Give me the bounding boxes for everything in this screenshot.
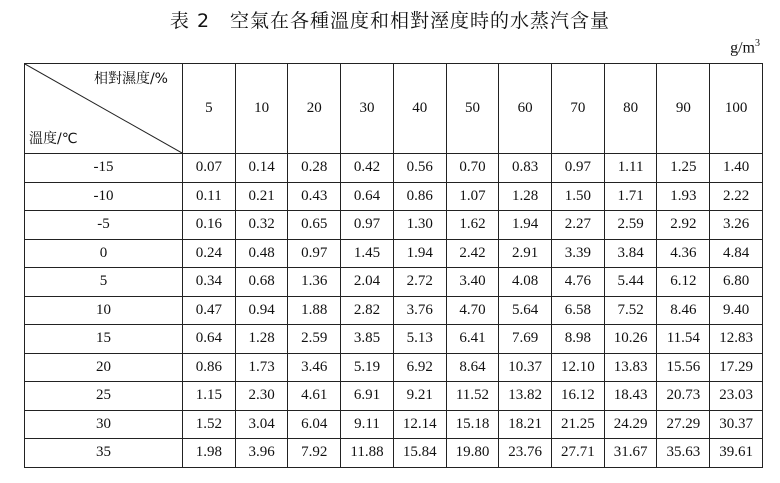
vapor-content-cell: 15.84 xyxy=(393,439,446,468)
vapor-content-cell: 0.94 xyxy=(235,296,288,325)
temperature-cell: 35 xyxy=(25,439,183,468)
table-body xyxy=(25,154,763,468)
unit-label xyxy=(730,38,760,57)
vapor-content-cell: 2.59 xyxy=(288,325,341,354)
vapor-content-cell: 8.64 xyxy=(446,353,499,382)
unit-base: g/m xyxy=(730,39,755,57)
table-row xyxy=(25,268,763,297)
vapor-content-cell: 8.46 xyxy=(657,296,710,325)
vapor-content-cell: 1.28 xyxy=(235,325,288,354)
vapor-content-cell: 31.67 xyxy=(604,439,657,468)
vapor-content-cell: 0.65 xyxy=(288,211,341,240)
vapor-content-cell: 1.94 xyxy=(499,211,552,240)
vapor-content-cell: 18.43 xyxy=(604,382,657,411)
vapor-content-cell: 11.52 xyxy=(446,382,499,411)
vapor-content-cell: 27.71 xyxy=(552,439,605,468)
vapor-content-cell: 2.42 xyxy=(446,239,499,268)
vapor-content-cell: 4.61 xyxy=(288,382,341,411)
vapor-content-cell: 4.08 xyxy=(499,268,552,297)
vapor-content-cell: 1.11 xyxy=(604,154,657,183)
vapor-content-cell: 5.13 xyxy=(393,325,446,354)
vapor-content-cell: 4.84 xyxy=(710,239,763,268)
vapor-content-cell: 1.52 xyxy=(183,410,236,439)
table-row xyxy=(25,296,763,325)
temperature-cell: 30 xyxy=(25,410,183,439)
vapor-content-cell: 10.37 xyxy=(499,353,552,382)
vapor-content-cell: 1.93 xyxy=(657,182,710,211)
vapor-content-cell: 0.64 xyxy=(341,182,394,211)
vapor-content-cell: 1.50 xyxy=(552,182,605,211)
vapor-content-cell: 7.69 xyxy=(499,325,552,354)
vapor-content-cell: 3.46 xyxy=(288,353,341,382)
vapor-content-cell: 1.98 xyxy=(183,439,236,468)
vapor-content-cell: 11.54 xyxy=(657,325,710,354)
vapor-content-cell: 10.26 xyxy=(604,325,657,354)
table-row xyxy=(25,382,763,411)
table-row xyxy=(25,410,763,439)
humidity-header-20: 20 xyxy=(288,64,341,154)
vapor-content-cell: 2.72 xyxy=(393,268,446,297)
vapor-content-cell: 0.97 xyxy=(552,154,605,183)
vapor-content-cell: 9.11 xyxy=(341,410,394,439)
vapor-content-cell: 3.76 xyxy=(393,296,446,325)
vapor-content-cell: 1.73 xyxy=(235,353,288,382)
vapor-content-cell: 1.07 xyxy=(446,182,499,211)
vapor-content-cell: 8.98 xyxy=(552,325,605,354)
vapor-content-cell: 23.76 xyxy=(499,439,552,468)
vapor-content-cell: 1.94 xyxy=(393,239,446,268)
vapor-content-cell: 0.24 xyxy=(183,239,236,268)
vapor-content-cell: 2.04 xyxy=(341,268,394,297)
vapor-content-cell: 2.59 xyxy=(604,211,657,240)
humidity-header-5: 5 xyxy=(183,64,236,154)
temperature-cell: 5 xyxy=(25,268,183,297)
vapor-content-cell: 0.64 xyxy=(183,325,236,354)
vapor-content-cell: 0.68 xyxy=(235,268,288,297)
temperature-label: 溫度/℃ xyxy=(29,131,78,147)
vapor-content-cell: 0.86 xyxy=(393,182,446,211)
vapor-content-cell: 5.19 xyxy=(341,353,394,382)
vapor-content-cell: 0.32 xyxy=(235,211,288,240)
table-row xyxy=(25,353,763,382)
vapor-content-cell: 35.63 xyxy=(657,439,710,468)
vapor-content-cell: 0.56 xyxy=(393,154,446,183)
vapor-content-cell: 30.37 xyxy=(710,410,763,439)
vapor-content-cell: 1.28 xyxy=(499,182,552,211)
temperature-cell: 15 xyxy=(25,325,183,354)
vapor-content-cell: 3.40 xyxy=(446,268,499,297)
vapor-content-cell: 15.18 xyxy=(446,410,499,439)
vapor-content-cell: 1.45 xyxy=(341,239,394,268)
temperature-cell: 25 xyxy=(25,382,183,411)
vapor-content-cell: 3.39 xyxy=(552,239,605,268)
vapor-content-cell: 2.27 xyxy=(552,211,605,240)
vapor-content-cell: 9.40 xyxy=(710,296,763,325)
vapor-content-cell: 4.70 xyxy=(446,296,499,325)
header-row xyxy=(25,64,763,154)
vapor-content-cell: 6.12 xyxy=(657,268,710,297)
table-row xyxy=(25,325,763,354)
temperature-cell: 0 xyxy=(25,239,183,268)
vapor-content-cell: 1.30 xyxy=(393,211,446,240)
vapor-content-cell: 2.91 xyxy=(499,239,552,268)
vapor-content-cell: 1.36 xyxy=(288,268,341,297)
temperature-cell: -5 xyxy=(25,211,183,240)
relative-humidity-label: 相對濕度/% xyxy=(93,71,168,87)
vapor-content-cell: 1.88 xyxy=(288,296,341,325)
vapor-content-cell: 1.15 xyxy=(183,382,236,411)
table-row xyxy=(25,211,763,240)
vapor-content-cell: 1.62 xyxy=(446,211,499,240)
vapor-content-cell: 0.42 xyxy=(341,154,394,183)
temperature-cell: 10 xyxy=(25,296,183,325)
vapor-content-cell: 12.10 xyxy=(552,353,605,382)
humidity-header-50: 50 xyxy=(446,64,499,154)
table-row xyxy=(25,154,763,183)
vapor-content-cell: 13.83 xyxy=(604,353,657,382)
vapor-content-cell: 0.70 xyxy=(446,154,499,183)
vapor-content-cell: 21.25 xyxy=(552,410,605,439)
vapor-content-cell: 5.64 xyxy=(499,296,552,325)
vapor-content-cell: 6.58 xyxy=(552,296,605,325)
humidity-table xyxy=(24,63,763,468)
vapor-content-cell: 1.71 xyxy=(604,182,657,211)
vapor-content-cell: 2.22 xyxy=(710,182,763,211)
vapor-content-cell: 23.03 xyxy=(710,382,763,411)
vapor-content-cell: 3.96 xyxy=(235,439,288,468)
temperature-cell: 20 xyxy=(25,353,183,382)
vapor-content-cell: 17.29 xyxy=(710,353,763,382)
table-row xyxy=(25,239,763,268)
humidity-header-100: 100 xyxy=(710,64,763,154)
vapor-content-cell: 1.40 xyxy=(710,154,763,183)
vapor-content-cell: 20.73 xyxy=(657,382,710,411)
vapor-content-cell: 0.86 xyxy=(183,353,236,382)
vapor-content-cell: 6.04 xyxy=(288,410,341,439)
humidity-header-80: 80 xyxy=(604,64,657,154)
vapor-content-cell: 3.84 xyxy=(604,239,657,268)
vapor-content-cell: 9.21 xyxy=(393,382,446,411)
vapor-content-cell: 0.14 xyxy=(235,154,288,183)
vapor-content-cell: 0.34 xyxy=(183,268,236,297)
temperature-cell: -10 xyxy=(25,182,183,211)
vapor-content-cell: 6.41 xyxy=(446,325,499,354)
vapor-content-cell: 15.56 xyxy=(657,353,710,382)
humidity-header-90: 90 xyxy=(657,64,710,154)
vapor-content-cell: 0.28 xyxy=(288,154,341,183)
vapor-content-cell: 3.26 xyxy=(710,211,763,240)
humidity-header-10: 10 xyxy=(235,64,288,154)
vapor-content-cell: 0.47 xyxy=(183,296,236,325)
vapor-content-cell: 7.92 xyxy=(288,439,341,468)
vapor-content-cell: 0.11 xyxy=(183,182,236,211)
vapor-content-cell: 6.80 xyxy=(710,268,763,297)
humidity-header-30: 30 xyxy=(341,64,394,154)
vapor-content-cell: 2.30 xyxy=(235,382,288,411)
vapor-content-cell: 4.76 xyxy=(552,268,605,297)
vapor-content-cell: 6.92 xyxy=(393,353,446,382)
vapor-content-cell: 19.80 xyxy=(446,439,499,468)
vapor-content-cell: 0.97 xyxy=(341,211,394,240)
vapor-content-cell: 12.14 xyxy=(393,410,446,439)
vapor-content-cell: 4.36 xyxy=(657,239,710,268)
vapor-content-cell: 18.21 xyxy=(499,410,552,439)
vapor-content-cell: 11.88 xyxy=(341,439,394,468)
vapor-content-cell: 27.29 xyxy=(657,410,710,439)
vapor-content-cell: 3.04 xyxy=(235,410,288,439)
vapor-content-cell: 39.61 xyxy=(710,439,763,468)
vapor-content-cell: 0.07 xyxy=(183,154,236,183)
vapor-content-cell: 2.82 xyxy=(341,296,394,325)
vapor-content-cell: 3.85 xyxy=(341,325,394,354)
vapor-content-cell: 0.21 xyxy=(235,182,288,211)
vapor-content-cell: 16.12 xyxy=(552,382,605,411)
vapor-content-cell: 12.83 xyxy=(710,325,763,354)
humidity-header-40: 40 xyxy=(393,64,446,154)
vapor-content-cell: 0.43 xyxy=(288,182,341,211)
vapor-content-cell: 1.25 xyxy=(657,154,710,183)
vapor-content-cell: 6.91 xyxy=(341,382,394,411)
vapor-content-cell: 0.16 xyxy=(183,211,236,240)
vapor-content-cell: 5.44 xyxy=(604,268,657,297)
humidity-header-60: 60 xyxy=(499,64,552,154)
vapor-content-cell: 13.82 xyxy=(499,382,552,411)
temperature-cell: -15 xyxy=(25,154,183,183)
vapor-content-cell: 0.48 xyxy=(235,239,288,268)
humidity-header-70: 70 xyxy=(552,64,605,154)
page-title: 表 2 空氣在各種溫度和相對溼度時的水蒸汽含量 xyxy=(169,10,611,32)
unit-exponent: 3 xyxy=(755,38,760,49)
vapor-content-cell: 2.92 xyxy=(657,211,710,240)
vapor-content-cell: 7.52 xyxy=(604,296,657,325)
vapor-content-cell: 0.97 xyxy=(288,239,341,268)
vapor-content-cell: 0.83 xyxy=(499,154,552,183)
vapor-content-cell: 24.29 xyxy=(604,410,657,439)
table-row xyxy=(25,182,763,211)
corner-header-cell xyxy=(25,64,183,154)
table-row xyxy=(25,439,763,468)
